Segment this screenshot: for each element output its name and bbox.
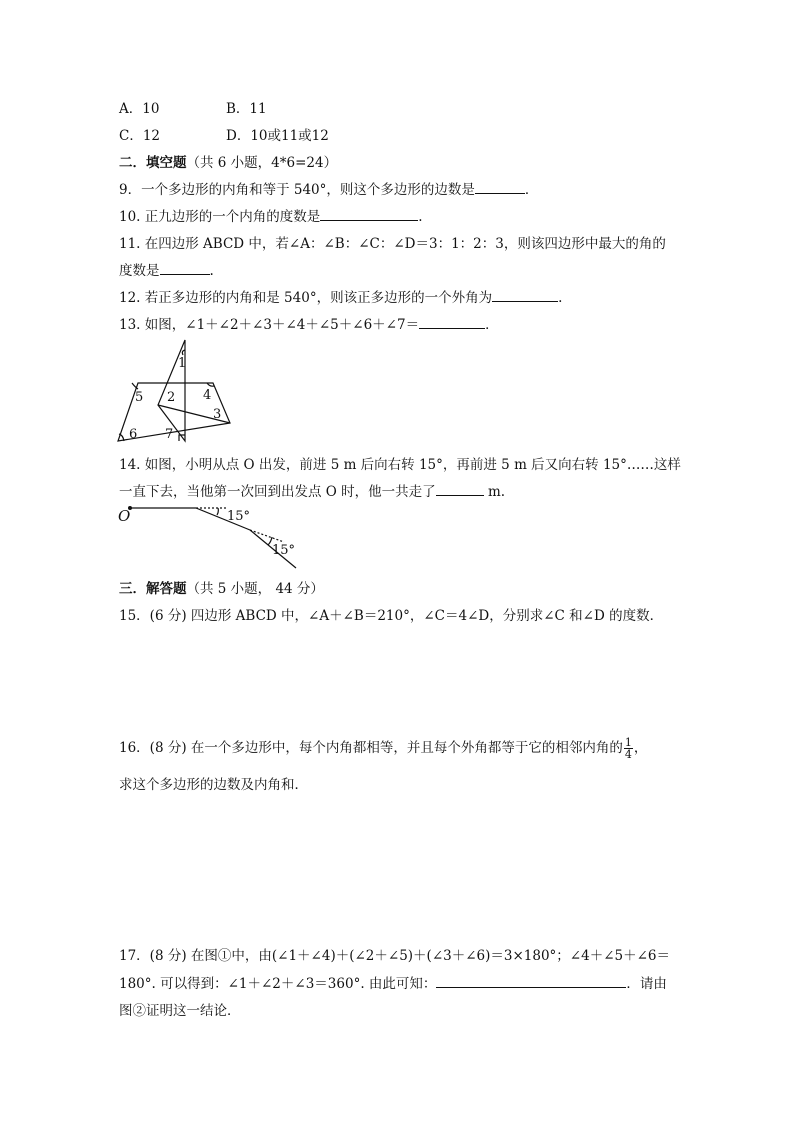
figure-label-3: 3 xyxy=(213,407,222,422)
option-b: B．11 xyxy=(226,101,267,117)
question-14-figure xyxy=(114,502,314,574)
figure-label-6: 6 xyxy=(129,427,138,442)
angle-label-1: 15° xyxy=(227,509,251,524)
answer-blank-9[interactable] xyxy=(475,179,525,194)
extension-dashed-2 xyxy=(250,530,284,542)
question-13-figure xyxy=(110,336,250,448)
question-9-end: ． xyxy=(524,182,539,198)
section-2-info: （共 6 小题，4*6=24） xyxy=(186,155,338,171)
question-17-end: ．请由 xyxy=(626,976,667,992)
question-10 xyxy=(119,205,423,225)
question-13-text: 13. 如图，∠1＋∠2＋∠3＋∠4＋∠5＋∠6＋∠7＝ xyxy=(119,317,420,333)
question-9 xyxy=(119,178,538,198)
question-15: 15．(6 分) 四边形 ABCD 中，∠A＋∠B＝210°，∠C＝4∠D，分别求∠C 和∠D 的度数． xyxy=(119,608,664,624)
question-14-line-2 xyxy=(119,480,505,500)
figure-label-1: 1 xyxy=(178,356,187,371)
question-10-text: 10. 正九边形的一个内角的度数是 xyxy=(119,209,321,225)
question-14-text: 一直下去，当他第一次回到出发点 O 时，他一共走了 xyxy=(119,484,436,500)
question-17-line-3: 图②证明这一结论． xyxy=(119,1003,241,1019)
question-17-line-1: 17．(8 分) 在图①中，由(∠1＋∠4)＋(∠2＋∠5)＋(∠3＋∠6)＝3×180°；∠4＋∠5＋∠6＝ xyxy=(119,948,671,964)
origin-label: O xyxy=(118,507,131,525)
angle-label-2: 15° xyxy=(272,543,296,558)
figure-label-4: 4 xyxy=(203,388,212,403)
question-11-text: 度数是 xyxy=(119,263,160,279)
question-16-line-1-end: ， xyxy=(633,740,648,756)
section-2-title: 二．填空题 xyxy=(119,155,187,171)
question-12-text: 12. 若正多边形的内角和是 540°，则该正多边形的一个外角为 xyxy=(119,290,493,306)
fraction-denominator: 4 xyxy=(624,748,632,761)
question-11-line-2 xyxy=(119,259,214,279)
question-16-text: 16．(8 分) 在一个多边形中，每个内角都相等，并且每个外角都等于它的相邻内角的 xyxy=(119,740,623,756)
figure-label-5: 5 xyxy=(135,390,144,405)
question-16-line-2: 求这个多边形的边数及内角和． xyxy=(119,777,308,793)
question-17-line-2 xyxy=(119,972,667,992)
answer-blank-12[interactable] xyxy=(492,287,558,302)
answer-blank-14[interactable] xyxy=(436,481,484,496)
question-12 xyxy=(119,286,562,306)
section-2-heading xyxy=(119,151,337,171)
question-9-text: 9．一个多边形的内角和等于 540°，则这个多边形的边数是 xyxy=(119,182,475,198)
fraction-one-quarter xyxy=(624,737,633,760)
section-3-title: 三．解答题 xyxy=(119,581,187,597)
angle-arc-15-1 xyxy=(217,508,218,515)
answer-blank-13[interactable] xyxy=(419,314,485,329)
option-a: A．10 xyxy=(119,101,160,117)
question-11-line-1: 11. 在四边形 ABCD 中，若∠A：∠B：∠C：∠D＝3：1：2：3，则该四边形中最大的角的 xyxy=(119,236,666,252)
question-13 xyxy=(119,313,499,333)
question-12-end: . xyxy=(558,290,563,306)
question-14-line-1: 14. 如图，小明从点 O 出发，前进 5 m 后向右转 15°，再前进 5 m 后又向右转 15°……这样 xyxy=(119,457,681,473)
question-10-end: . xyxy=(418,209,423,225)
option-c: C．12 xyxy=(119,128,161,144)
answer-blank-11[interactable] xyxy=(160,260,210,275)
answer-blank-17[interactable] xyxy=(436,973,626,988)
question-11-end: . xyxy=(209,263,214,279)
section-3-info: （共 5 小题， 44 分） xyxy=(186,581,324,597)
question-14-end: m. xyxy=(483,484,506,500)
section-3-heading xyxy=(119,577,324,597)
question-16-line-1 xyxy=(119,736,647,760)
figure-label-2: 2 xyxy=(167,390,176,405)
question-13-end: ． xyxy=(485,317,499,333)
option-d: D．10或11或12 xyxy=(226,128,329,144)
figure-label-7: 7 xyxy=(165,427,174,442)
question-17-text: 180°. 可以得到：∠1＋∠2＋∠3＝360°. 由此可知： xyxy=(119,976,437,992)
answer-blank-10[interactable] xyxy=(320,206,418,221)
fraction-numerator: 1 xyxy=(624,736,632,749)
